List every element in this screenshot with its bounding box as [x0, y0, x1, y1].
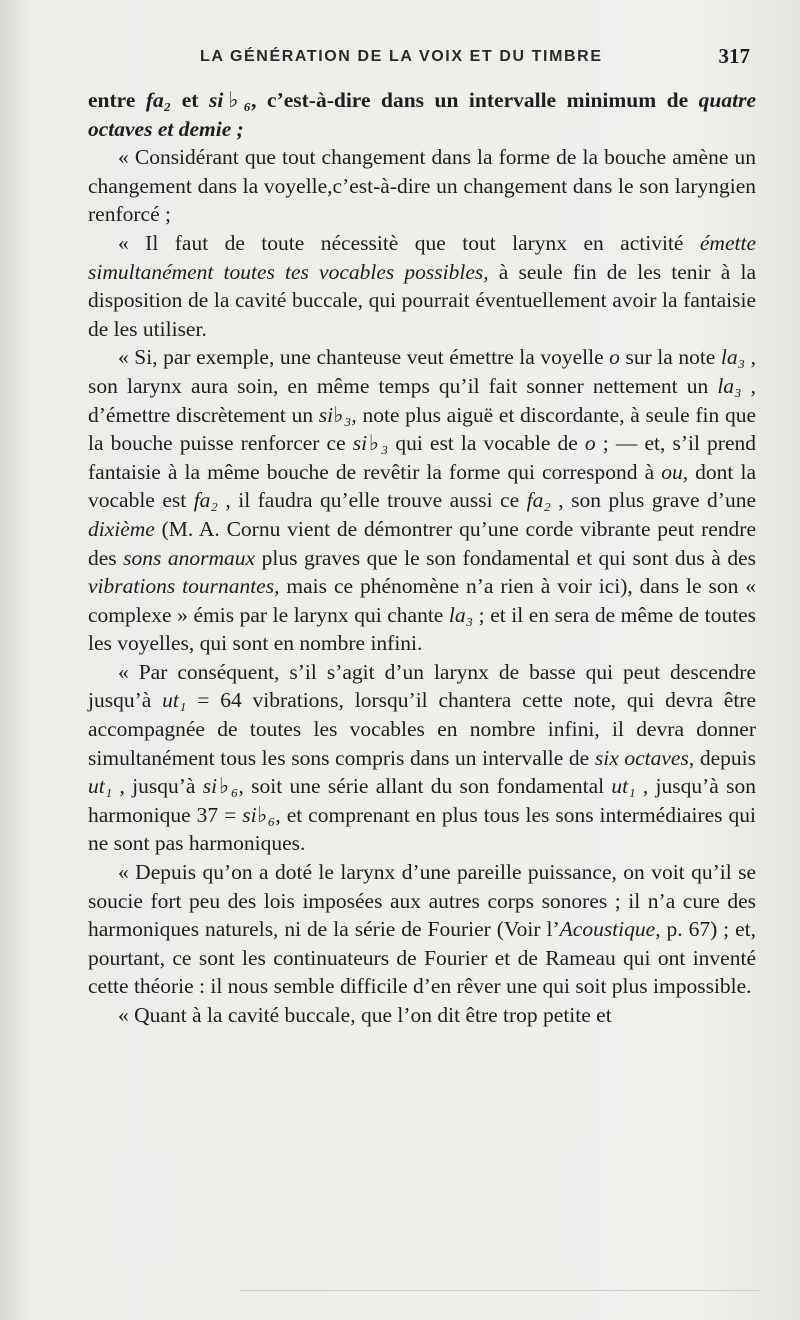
text-run: ; — et, s’il prend fantaisie à la même bouche de revêtir la forme qui correspond à	[88, 431, 756, 484]
italic-text-run: ut₁	[611, 774, 636, 799]
italic-text-run: si♭₃	[318, 402, 352, 427]
italic-text-run: la₃	[717, 373, 742, 398]
italic-text-run: si♭₃	[352, 431, 389, 456]
text-run: , jusqu’à son harmonique 37 =	[88, 774, 756, 827]
paragraph	[88, 143, 756, 229]
paragraph	[88, 658, 756, 858]
italic-text-run: ou	[661, 459, 683, 484]
italic-text-run: fa₂	[193, 488, 218, 513]
italic-text-run: dixième	[88, 516, 155, 541]
text-run: , et comprenant en plus tous les sons intermédiaires qui ne sont pas harmoniques.	[88, 802, 756, 856]
italic-text-run: ut₁	[88, 774, 113, 799]
italic-text-run: la₃	[720, 345, 746, 370]
page-edge-line	[240, 1290, 760, 1291]
italic-text-run: fa₂	[526, 488, 551, 513]
text-run: plus graves que le son fondamental et qui sont dus à des	[255, 545, 756, 570]
text-run: « Quant à la cavité buccale, que l’on dit être trop petite et	[118, 1003, 612, 1027]
italic-text-run: si♭₆	[202, 774, 239, 799]
text-run: sur la note	[619, 345, 721, 370]
text-run: entre	[88, 88, 146, 112]
text-run: , soit une série allant du son fondamental	[238, 774, 612, 799]
italic-text-run: émette simultanément toutes tes vocables possibles,	[88, 230, 756, 284]
text-run: , dont la vocable est	[88, 459, 756, 513]
text-run: et	[171, 88, 209, 112]
paragraph	[88, 86, 756, 143]
text-run: , depuis	[688, 745, 756, 770]
text-run: , c’est-à-dire dans un intervalle minimum de	[251, 88, 699, 112]
text-run: « Si, par exemple, une chanteuse veut émettre la voyelle	[118, 345, 610, 370]
body-text	[88, 86, 756, 1030]
paragraph	[88, 858, 756, 1001]
page-number: 317	[718, 44, 750, 68]
paragraph	[88, 343, 756, 658]
paragraph	[88, 1001, 756, 1030]
text-run: , il faudra qu’elle trouve aussi ce	[217, 488, 527, 513]
text-run: à seule fin de les tenir à la disposition de la cavité buccale, qui pourrait éventuellement avoir la fantaisie de les utiliser.	[88, 259, 756, 341]
text-run: « Par conséquent, s’il s’agit d’un larynx de basse qui peut descendre jusqu’à	[88, 659, 756, 713]
italic-text-run: fa₂	[145, 88, 172, 112]
italic-text-run: six octaves	[594, 745, 689, 770]
text-run: « Il faut de toute nécessitè que tout larynx en activité	[118, 230, 700, 255]
text-run: , p. 67) ; et, pourtant, ce sont les continuateurs de Fourier et de Rameau qui ont inventé cette théorie : il nous semble difficile d’en rêver une qui soit plus impossible.	[88, 917, 756, 999]
italic-text-run: sons anormaux	[123, 545, 256, 570]
italic-text-run: o	[609, 345, 620, 370]
text-run: = 64 vibrations, lorsqu’il chantera cette note, qui devra être accompagnée de toutes les vocables en nombre infini, il devra donner simultanément tous les sons compris dans un intervalle de	[88, 688, 756, 770]
text-run: ; et il en sera de même de toutes les voyelles, qui sont en nombre infini.	[88, 602, 756, 656]
italic-text-run: quatre octaves et demie ;	[88, 88, 757, 141]
text-run: , son plus grave d’une	[550, 488, 756, 513]
italic-text-run: la₃	[448, 602, 474, 627]
running-title: LA GÉNÉRATION DE LA VOIX ET DU TIMBRE	[200, 48, 603, 65]
text-run: , jusqu’à	[112, 774, 203, 799]
italic-text-run: o	[584, 431, 596, 456]
text-run: (M. A. Cornu vient de démontrer qu’une corde vibrante peut rendre des	[88, 516, 756, 570]
italic-text-run: ut₁	[162, 688, 187, 713]
text-run: , mais ce phénomène n’a rien à voir ici), dans le son « complexe » émis par le larynx qui chante	[88, 574, 757, 627]
italic-text-run: Acoustique	[559, 917, 656, 942]
italic-text-run: si♭₆	[242, 802, 276, 827]
text-run: « Considérant que tout changement dans la forme de la bouche amène un changement dans la voyelle,c’est-à-dire un changement dans le son laryngien renforcé ;	[88, 145, 756, 227]
page-header	[200, 42, 760, 78]
text-run: , d’émettre discrètement un	[88, 373, 757, 427]
paragraph	[88, 229, 756, 343]
text-run: , son larynx aura soin, en même temps qu’il fait sonner nettement un	[88, 345, 757, 398]
italic-text-run: vibrations tournantes	[88, 574, 275, 599]
text-run: , note plus aiguë et discordante, à seule fin que la bouche puisse renforcer ce	[88, 402, 756, 456]
text-run: « Depuis qu’on a doté le larynx d’une pareille puissance, on voit qu’il se soucie fort peu des lois imposées aux autres corps sonores ; il n’a cure des harmoniques naturels, ni de la série de Fourier (Voir l’	[88, 860, 756, 942]
text-run: qui est la vocable de	[388, 431, 585, 456]
italic-text-run: si♭₆	[208, 88, 252, 112]
